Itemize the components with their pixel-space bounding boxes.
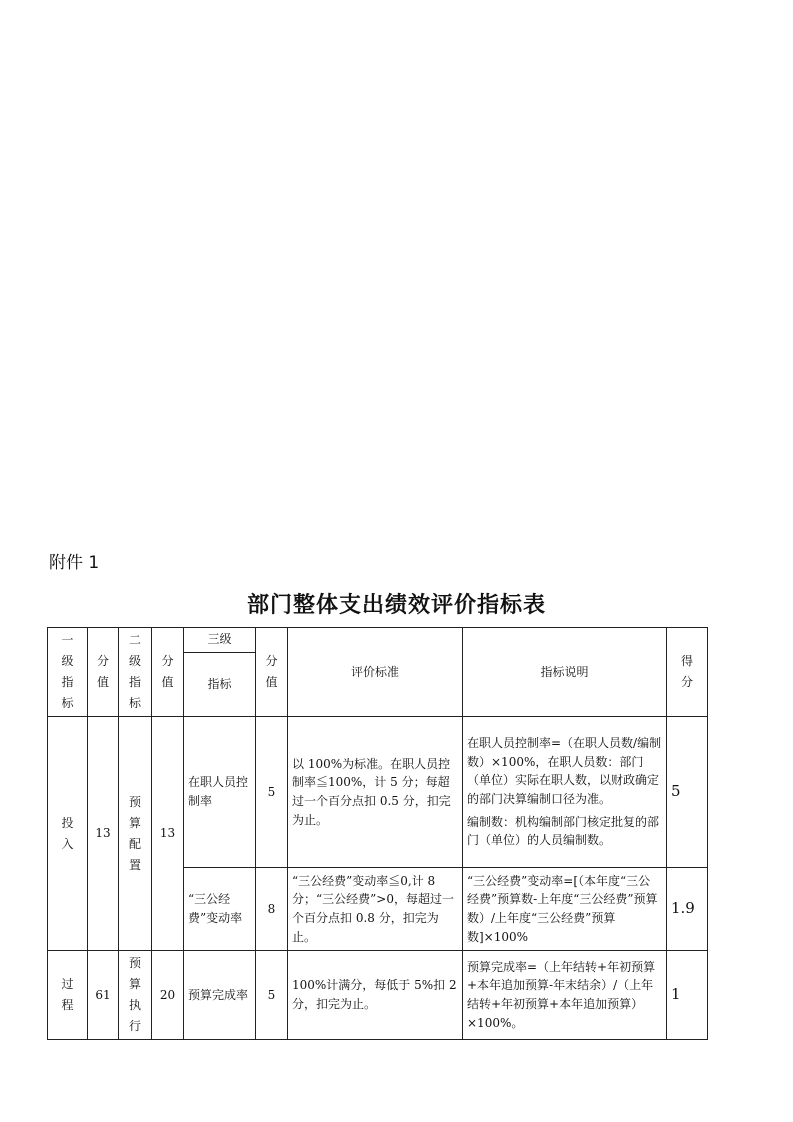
description-cell: 预算完成率=（上年结转+年初预算+本年追加预算-年末结余）/（上年结转+年初预算+本年追加预算）×100%。	[463, 951, 667, 1040]
header-criteria: 评价标准	[288, 628, 463, 717]
criteria-cell: “三公经费”变动率≦0,计 8 分；“三公经费”>0，每超过一个百分点扣 0.8 分，扣完为止。	[288, 868, 463, 951]
header-level3-score: 分值	[256, 628, 288, 717]
level1-cell: 投入	[48, 717, 88, 951]
page-title: 部门整体支出绩效评价指标表	[246, 593, 546, 618]
table-row	[48, 717, 708, 868]
header-description: 指标说明	[463, 628, 667, 717]
indicator-table	[47, 627, 708, 1040]
level2-cell: 预算配置	[119, 717, 152, 951]
header-level2-indicator: 二级指标	[119, 628, 152, 717]
level1-score-cell: 13	[88, 717, 119, 951]
table-row	[48, 951, 708, 1040]
header-indicator: 指标	[184, 652, 256, 716]
attachment-label: 附件 1	[49, 553, 100, 573]
criteria-cell: 100%计满分，每低于 5%扣 2 分，扣完为止。	[288, 951, 463, 1040]
criteria-cell: 以 100%为标准。在职人员控制率≦100%，计 5 分；每超过一个百分点扣 0.5 分，扣完为止。	[288, 717, 463, 868]
level2-score-cell: 13	[152, 717, 184, 951]
header-level1-score: 分值	[88, 628, 119, 717]
score-cell: 5	[256, 717, 288, 868]
description-cell	[463, 717, 667, 868]
indicator-cell: 在职人员控制率	[184, 717, 256, 868]
obtained-score-cell: 5	[667, 717, 708, 868]
level2-score-cell: 20	[152, 951, 184, 1040]
level1-score-cell: 61	[88, 951, 119, 1040]
level1-cell: 过程	[48, 951, 88, 1040]
header-level1-indicator: 一级指标	[48, 628, 88, 717]
indicator-cell: “三公经费”变动率	[184, 868, 256, 951]
description-cell: “三公经费”变动率=[（本年度“三公经费”预算数-上年度“三公经费”预算数）/上年度“三公经费”预算数]×100%	[463, 868, 667, 951]
description-paragraph: 在职人员控制率=（在职人员数/编制数）×100%，在职人员数：部门（单位）实际在职人数，以财政确定的部门决算编制口径为准。	[467, 736, 662, 806]
header-level2-score: 分值	[152, 628, 184, 717]
score-cell: 5	[256, 951, 288, 1040]
obtained-score-cell: 1	[667, 951, 708, 1040]
description-paragraph: 编制数：机构编制部门核定批复的部门（单位）的人员编制数。	[467, 814, 660, 848]
obtained-score-cell: 1.9	[667, 868, 708, 951]
indicator-cell: 预算完成率	[184, 951, 256, 1040]
score-cell: 8	[256, 868, 288, 951]
level2-cell: 预算执行	[119, 951, 152, 1040]
header-level3: 三级	[184, 628, 256, 653]
header-obtained-score: 得分	[667, 628, 708, 717]
